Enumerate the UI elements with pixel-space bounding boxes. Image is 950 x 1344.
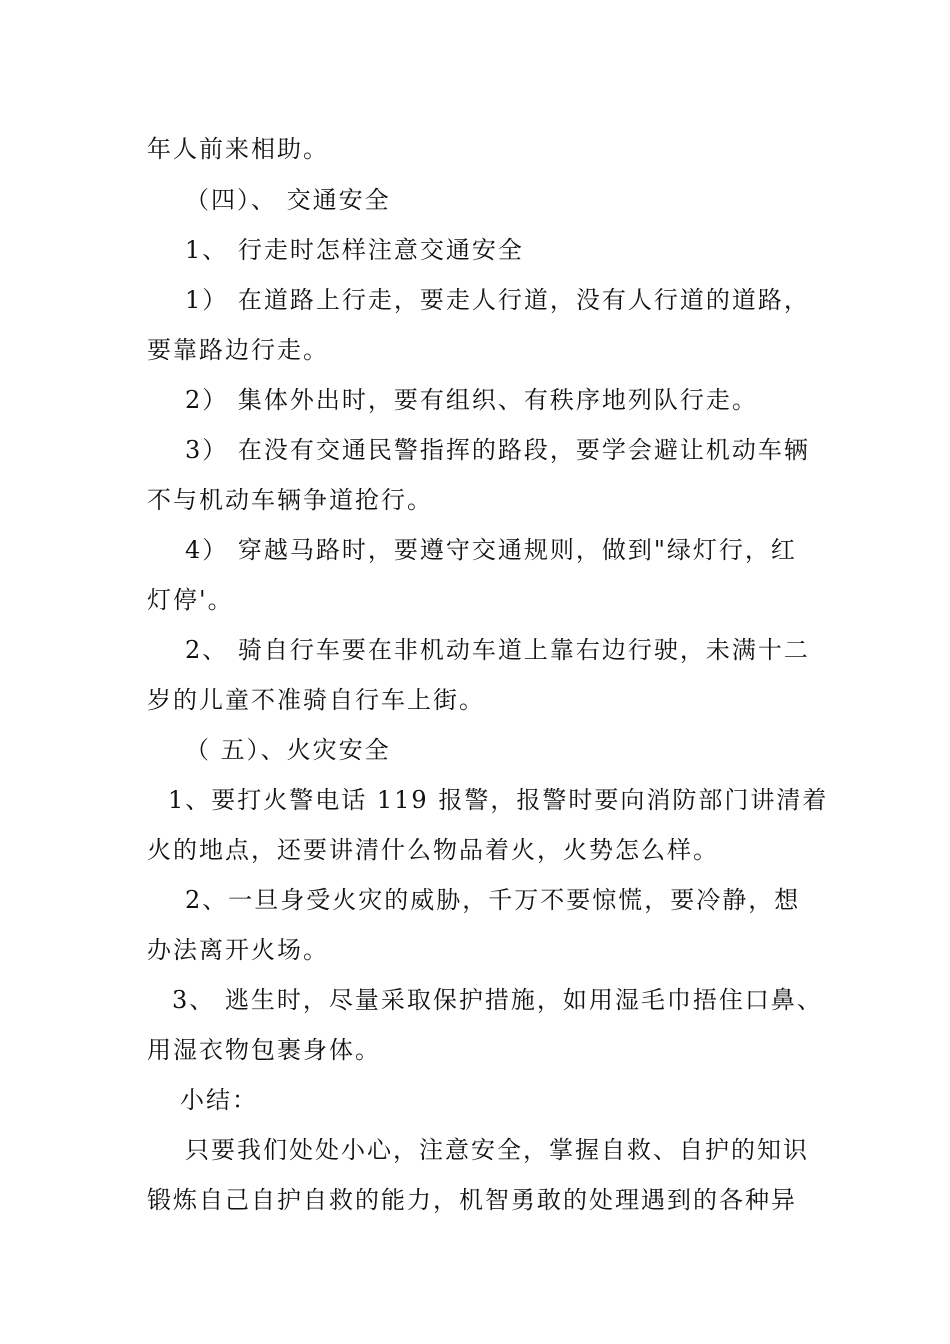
paragraph-line: 2） 集体外出时，要有组织、有秩序地列队行走。 [185, 386, 758, 414]
paragraph-line: 只要我们处处小心，注意安全，掌握自救、自护的知识 [185, 1136, 809, 1164]
paragraph-line: 年人前来相助。 [147, 135, 329, 163]
paragraph-line: 4） 穿越马路时，要遵守交通规则，做到"绿灯行，红 [185, 536, 797, 564]
paragraph-line: 灯停'。 [147, 586, 234, 614]
paragraph-line: 火的地点，还要讲清什么物品着火，火势怎么样。 [147, 836, 719, 864]
paragraph-line: 办法离开火场。 [147, 936, 329, 964]
section-heading-traffic-safety: （四）、 交通安全 [185, 186, 391, 214]
paragraph-line: 岁的儿童不准骑自行车上街。 [147, 686, 485, 714]
subsection-heading: 1、 行走时怎样注意交通安全 [185, 236, 524, 264]
paragraph-line: 要靠路边行走。 [147, 336, 329, 364]
paragraph-line: 3） 在没有交通民警指挥的路段，要学会避让机动车辆 [185, 436, 810, 464]
paragraph-line: 1） 在道路上行走，要走人行道，没有人行道的道路， [185, 286, 810, 314]
paragraph-line: 用湿衣物包裹身体。 [147, 1036, 381, 1064]
section-heading-fire-safety: （ 五）、火灾安全 [185, 736, 391, 764]
paragraph-line: 2、一旦身受火灾的威胁，千万不要惊慌，要冷静，想 [185, 886, 801, 914]
paragraph-line: 2、 骑自行车要在非机动车道上靠右边行驶，未满十二 [185, 636, 810, 664]
paragraph-line: 不与机动车辆争道抢行。 [147, 486, 433, 514]
paragraph-line: 1、要打火警电话 119 报警，报警时要向消防部门讲清着 [168, 786, 829, 814]
paragraph-line: 3、 逃生时，尽量采取保护措施，如用湿毛巾捂住口鼻、 [172, 986, 823, 1014]
summary-heading: 小结： [180, 1086, 258, 1114]
paragraph-line: 锻炼自己自护自救的能力，机智勇敢的处理遇到的各种异 [147, 1186, 797, 1214]
